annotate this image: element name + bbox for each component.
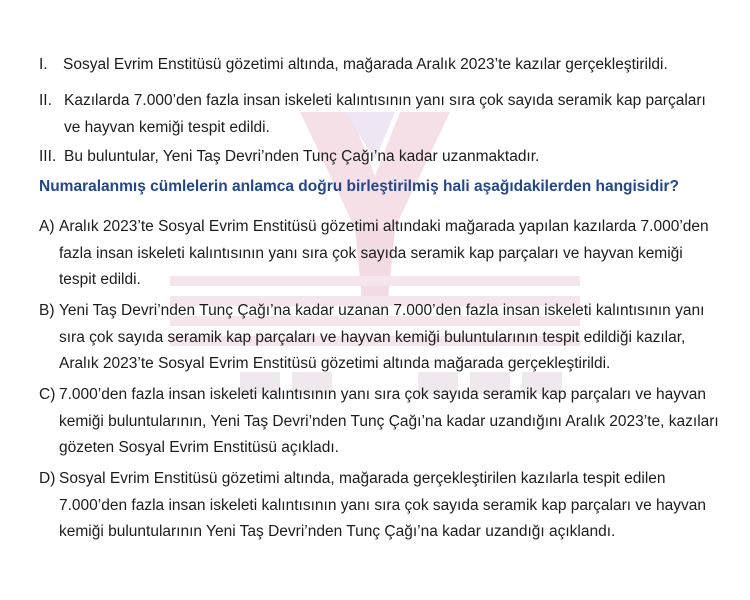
question-text: Numaralanmış cümlelerin anlamca doğru birleştirilmiş hali aşağıdakilerden hangisidir? xyxy=(39,178,680,195)
statement-1 xyxy=(39,52,713,79)
option-text: Sosyal Evrim Enstitüsü gözetimi altında, mağarada gerçekleştirilen kazılarla tespit edilen 7.000’den fazla insan iskeleti kalıntısının yanı sıra çok sayıda seramik kap parçaları ve hayvan kemiği buluntularının Yeni Taş Devri’nden Tunç Çağı’na kadar uzandığı açıklandı. xyxy=(59,470,707,540)
option-a[interactable] xyxy=(39,214,719,294)
option-label: A) xyxy=(39,218,55,235)
option-label: D) xyxy=(39,470,56,487)
option-text: Aralık 2023’te Sosyal Evrim Enstitüsü gözetimi altındaki mağarada yapılan kazılarda 7.000’den fazla insan iskeleti kalıntısının yanı sıra çok sayıda seramik kap parçaları ve hayvan kemiği tespit edildi. xyxy=(59,218,709,288)
option-text: Yeni Taş Devri’nden Tunç Çağı’na kadar uzanan 7.000’den fazla insan iskeleti kalıntısının yanı sıra çok sayıda seramik kap parçaları ve hayvan kemiği buluntularının tespit edildiği kazılar, Aralık 2023’te Sosyal Evrim Enstitüsü gözetimi altında mağarada gerçekleştirildi. xyxy=(59,302,705,372)
option-label: C) xyxy=(39,386,56,403)
statement-number: III. xyxy=(39,148,57,165)
option-c[interactable] xyxy=(39,382,719,462)
option-b[interactable] xyxy=(39,298,719,378)
statement-3 xyxy=(39,144,714,171)
option-label: B) xyxy=(39,302,55,319)
statement-text: Kazılarda 7.000’den fazla insan iskeleti kalıntısının yanı sıra çok sayıda seramik kap parçaları ve hayvan kemiği tespit edildi. xyxy=(64,92,706,136)
statement-number: II. xyxy=(39,92,52,109)
statement-text: Bu buluntular, Yeni Taş Devri’nden Tunç Çağı’na kadar uzanmaktadır. xyxy=(64,148,540,165)
option-d[interactable] xyxy=(39,466,719,546)
statement-number: I. xyxy=(39,56,48,73)
statement-2 xyxy=(39,88,714,141)
statement-text: Sosyal Evrim Enstitüsü gözetimi altında, mağarada Aralık 2023’te kazılar gerçekleştirildi. xyxy=(63,56,668,73)
option-text: 7.000’den fazla insan iskeleti kalıntısının yanı sıra çok sayıda seramik kap parçaları ve hayvan kemiği buluntularının, Yeni Taş Devri’nden Tunç Çağı’na kadar uzandığını Aralık 2023’te, kazıları gözeten Sosyal Evrim Enstitüsü açıkladı. xyxy=(59,386,719,456)
